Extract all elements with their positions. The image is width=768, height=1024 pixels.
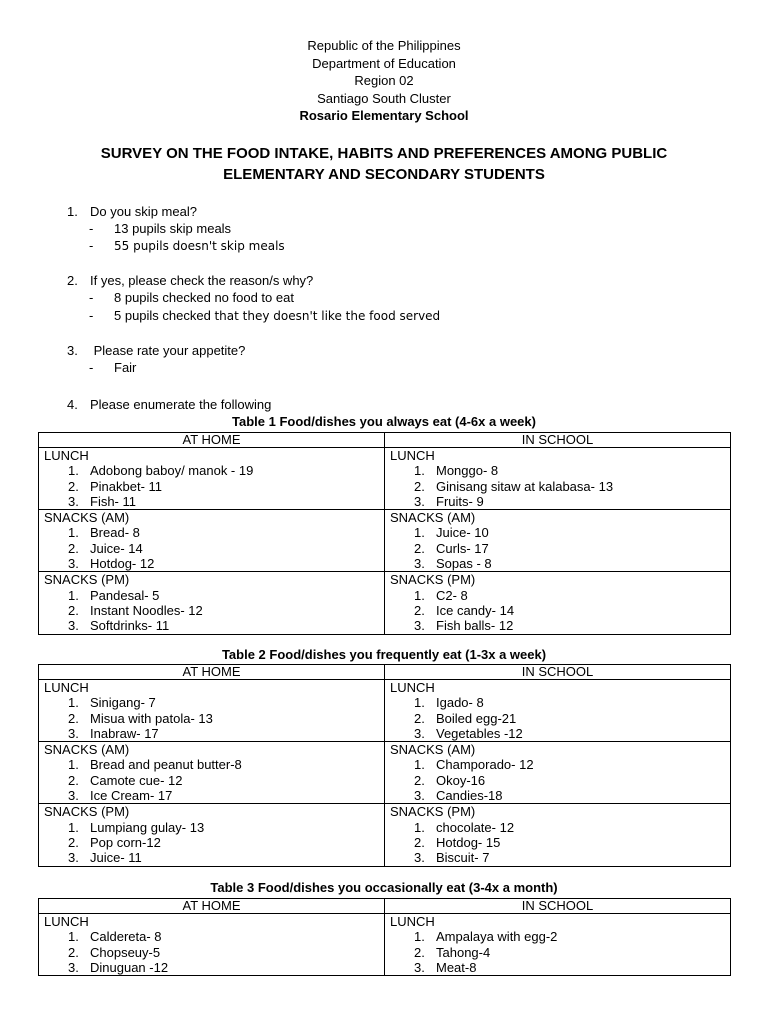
table-row [39, 448, 731, 510]
home-cell [39, 572, 385, 634]
list-item: 2. Misua with patola- 13 [68, 710, 213, 726]
table-row [39, 804, 731, 866]
header-cluster: Santiago South Cluster [317, 90, 451, 106]
table-2-caption: Table 2 Food/dishes you frequently eat (1-3x a week) [221, 647, 547, 662]
question-4 [67, 397, 271, 412]
list-item: 2. Ice candy- 14 [414, 602, 515, 618]
list-item: 2. Pop corn-12 [68, 834, 161, 850]
category-label: SNACKS (PM) [390, 572, 476, 588]
list-item: 2. Tahong-4 [414, 944, 491, 960]
list-item: 1. Bread- 8 [68, 525, 140, 541]
list-item: 2. Instant Noodles- 12 [68, 602, 203, 618]
table-2 [38, 664, 731, 867]
answer-2b [89, 308, 440, 323]
answer-2a [89, 290, 294, 305]
answer-text: Fair [114, 360, 137, 375]
question-number: 3. [67, 343, 78, 358]
list-item: 3. Fish- 11 [68, 493, 136, 509]
list-item: 3. Softdrinks- 11 [68, 618, 170, 634]
list-item: 2. Chopseuy-5 [68, 944, 161, 960]
col-header-school: IN SCHOOL [385, 899, 731, 914]
home-cell [39, 914, 385, 976]
table-row [39, 914, 731, 976]
list-item: 3. Hotdog- 12 [68, 556, 155, 572]
list-item: 1. chocolate- 12 [414, 819, 515, 835]
title-line-1: SURVEY ON THE FOOD INTAKE, HABITS AND PREFERENCES AMONG PUBLIC [100, 145, 668, 162]
list-item: 2. Okoy-16 [414, 772, 486, 788]
question-3 [67, 343, 245, 358]
question-2 [67, 273, 313, 288]
list-item: 3. Biscuit- 7 [414, 850, 490, 866]
table-row [39, 572, 731, 634]
list-item: 1. Adobong baboy/ manok - 19 [68, 463, 254, 479]
table-3 [38, 898, 731, 976]
answer-text: 8 pupils checked no food to eat [114, 290, 294, 305]
list-item: 1. Sinigang- 7 [68, 695, 156, 711]
school-cell [385, 448, 731, 510]
table-row [39, 680, 731, 742]
table-1-caption: Table 1 Food/dishes you always eat (4-6x a week) [232, 414, 536, 429]
home-cell [39, 680, 385, 742]
list-item: 2. Camote cue- 12 [68, 772, 183, 788]
category-label: LUNCH [44, 680, 89, 695]
question-number: 2. [67, 273, 78, 288]
list-item: 2. Pinakbet- 11 [68, 478, 163, 494]
category-label: SNACKS (AM) [44, 742, 130, 758]
question-1 [67, 204, 197, 219]
header-region: Region 02 [354, 73, 414, 88]
answer-3a [89, 360, 136, 375]
header-republic: Republic of the Philippines [307, 38, 461, 53]
list-item: 2. Juice- 14 [68, 540, 143, 556]
list-item: 1. Lumpiang gulay- 13 [68, 819, 205, 835]
list-item: 2. Curls- 17 [414, 540, 489, 556]
list-item: 1. Monggo- 8 [414, 463, 499, 479]
list-item: 3. Juice- 11 [68, 850, 142, 866]
list-item: 1. Ampalaya with egg-2 [414, 929, 558, 945]
list-item: 1. Pandesal- 5 [68, 587, 160, 603]
list-item: 1. Caldereta- 8 [68, 929, 162, 945]
list-item: 3. Inabraw- 17 [68, 725, 159, 741]
category-label: LUNCH [44, 448, 89, 463]
list-item: 3. Candies-18 [414, 788, 503, 804]
answer-text: 5 pupils checked [114, 308, 215, 323]
answer-dash: - [89, 308, 94, 323]
school-cell [385, 804, 731, 866]
answer-dash: - [89, 221, 94, 236]
document-title [40, 143, 728, 185]
category-label: SNACKS (AM) [390, 742, 476, 758]
home-cell [39, 448, 385, 510]
list-item: 3. Fish balls- 12 [414, 618, 514, 634]
table-1 [38, 432, 731, 635]
table-row [39, 742, 731, 804]
home-cell [39, 510, 385, 572]
title-line-2: ELEMENTARY AND SECONDARY STUDENTS [223, 166, 545, 183]
list-item: 2. Ginisang sitaw at kalabasa- 13 [414, 478, 614, 494]
category-label: LUNCH [390, 680, 435, 695]
table-header-row [39, 433, 731, 448]
list-item: 1. Igado- 8 [414, 695, 484, 711]
category-label: SNACKS (PM) [390, 804, 476, 820]
question-text: If yes, please check the reason/s why? [90, 273, 314, 288]
category-label: SNACKS (PM) [44, 572, 130, 588]
table-3-caption: Table 3 Food/dishes you occasionally eat (3-4x a month) [210, 880, 558, 895]
list-item: 1. C2- 8 [414, 587, 468, 603]
list-item: 1. Champorado- 12 [414, 757, 534, 773]
list-item: 3. Dinuguan -12 [68, 959, 169, 975]
col-header-home: AT HOME [39, 665, 385, 680]
list-item: 3. Vegetables -12 [414, 725, 523, 741]
school-cell [385, 742, 731, 804]
list-item: 3. Sopas - 8 [414, 556, 492, 572]
answer-text: 55 pupils doesn't skip meals [114, 239, 285, 253]
school-cell [385, 914, 731, 976]
col-header-home: AT HOME [39, 433, 385, 448]
category-label: LUNCH [390, 914, 435, 929]
col-header-school: IN SCHOOL [385, 433, 731, 448]
school-cell [385, 680, 731, 742]
list-item: 1. Bread and peanut butter-8 [68, 757, 242, 773]
list-item: 3. Fruits- 9 [414, 493, 484, 509]
school-cell [385, 510, 731, 572]
list-item: 1. Juice- 10 [414, 525, 489, 541]
category-label: SNACKS (AM) [44, 510, 130, 526]
answer-text-continued: that they doesn't like the food served [214, 309, 441, 323]
table-header-row [39, 899, 731, 914]
answer-1a [89, 221, 231, 236]
col-header-home: AT HOME [39, 899, 385, 914]
home-cell [39, 742, 385, 804]
category-label: SNACKS (AM) [390, 510, 476, 526]
list-item: 2. Hotdog- 15 [414, 834, 501, 850]
home-cell [39, 804, 385, 866]
question-number: 1. [67, 204, 78, 219]
list-item: 2. Boiled egg-21 [414, 710, 517, 726]
category-label: SNACKS (PM) [44, 804, 130, 820]
letterhead [0, 37, 768, 125]
answer-dash: - [89, 290, 94, 305]
table-header-row [39, 665, 731, 680]
list-item: 3. Ice Cream- 17 [68, 788, 173, 804]
question-text: Please enumerate the following [90, 397, 272, 412]
col-header-school: IN SCHOOL [385, 665, 731, 680]
category-label: LUNCH [44, 914, 89, 929]
header-department: Department of Education [312, 55, 456, 71]
list-item: 3. Meat-8 [414, 959, 477, 975]
answer-1b [89, 239, 285, 253]
question-number: 4. [67, 397, 78, 412]
answer-text: 13 pupils skip meals [114, 221, 232, 236]
question-text: Do you skip meal? [90, 204, 197, 219]
header-school: Rosario Elementary School [299, 108, 469, 123]
answer-dash: - [89, 360, 94, 375]
answer-dash: - [89, 239, 94, 253]
school-cell [385, 572, 731, 634]
table-row [39, 510, 731, 572]
category-label: LUNCH [390, 448, 435, 463]
question-text: Please rate your appetite? [90, 343, 246, 358]
